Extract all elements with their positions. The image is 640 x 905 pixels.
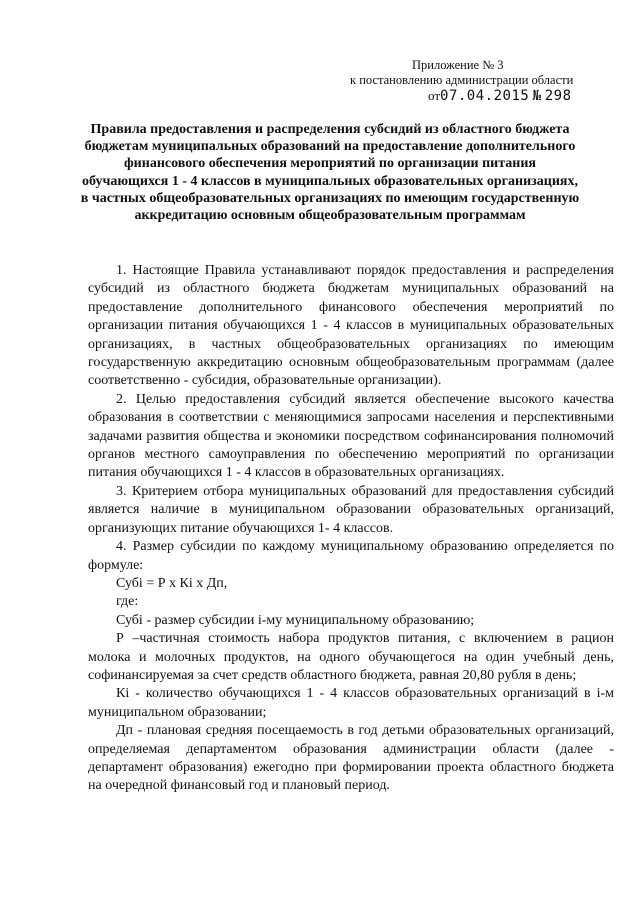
paragraph-2: 2. Целью предоставления субсидий является обеспечение высокого качества образования в соответствии с меняющимися запросами населения и перспективными задачами развития общества и экономики посредством софинансирования полномочий органов местного самоуправления по обеспечению мероприятий по организации питания обучающихся 1 - 4 классов в образовательных организациях. bbox=[88, 391, 614, 481]
paragraph-3: 3. Критерием отбора муниципальных образований для предоставления субсидий является наличие в муниципальном образовании образовательных организаций, организующих питание обучающихся 1- 4 классов. bbox=[88, 483, 614, 536]
definition-dp: Дп - плановая средняя посещаемость в год детьми образовательных организаций, определяемая департаментом образования администрации области (далее - департамент образования) ежегодно при формировании проекта областного бюджета на очередной финансовый год и плановый период. bbox=[88, 723, 614, 794]
paragraph-4: 4. Размер субсидии по каждому муниципальному образованию определяется по формуле: bbox=[88, 539, 614, 573]
appendix-header bbox=[330, 58, 610, 104]
subsidy-formula: Субi = Р х Кi х Дп, bbox=[116, 575, 228, 591]
definition-sub: Субi - размер субсидии i-му муниципальному образованию; bbox=[116, 612, 475, 628]
resolution-number: 298 bbox=[544, 88, 572, 104]
formula-where: где: bbox=[116, 594, 139, 610]
date-prefix: от bbox=[428, 88, 441, 103]
paragraph-1: 1. Настоящие Правила устанавливают порядок предоставления и распределения субсидий из областного бюджета бюджетам муниципальных образований на предоставление дополнительного финансового обеспечения мероприятий по организации питания обучающихся 1 - 4 классов в муниципальных образовательных организациях, в частных общеобразовательных организациях по имеющим государственную аккредитацию основным общеобразовательным программам (далее соответственно - субсидия, образовательные организации). bbox=[88, 263, 614, 389]
resolution-date: 07.04.2015 bbox=[440, 88, 530, 104]
appendix-number: Приложение № 3 bbox=[412, 58, 504, 72]
definition-k: Кi - количество обучающихся 1 - 4 классов образовательных организаций в i-м муниципальном образовании; bbox=[88, 686, 614, 720]
resolution-date-line bbox=[330, 88, 610, 104]
resolution-reference: к постановлению администрации области bbox=[350, 73, 574, 87]
document-title: Правила предоставления и распределения субсидий из областного бюджета бюджетам муниципальных образований на предоставление дополнительного финансового обеспечения мероприятий по организации питания обучающихся 1 - 4 классов в муниципальных образовательных организациях, в частных общеобразовательных организациях по имеющим государственную аккредитацию основным общеобразовательным программам bbox=[80, 122, 580, 224]
definition-p: Р –частичная стоимость набора продуктов питания, с включением в рацион молока и молочных продуктов, на одного обучающегося на один учебный день, софинансируемая за счет средств областного бюджета, равная 20,80 рубля в день; bbox=[88, 631, 614, 683]
number-prefix: № bbox=[532, 88, 542, 104]
document-body bbox=[88, 262, 614, 796]
